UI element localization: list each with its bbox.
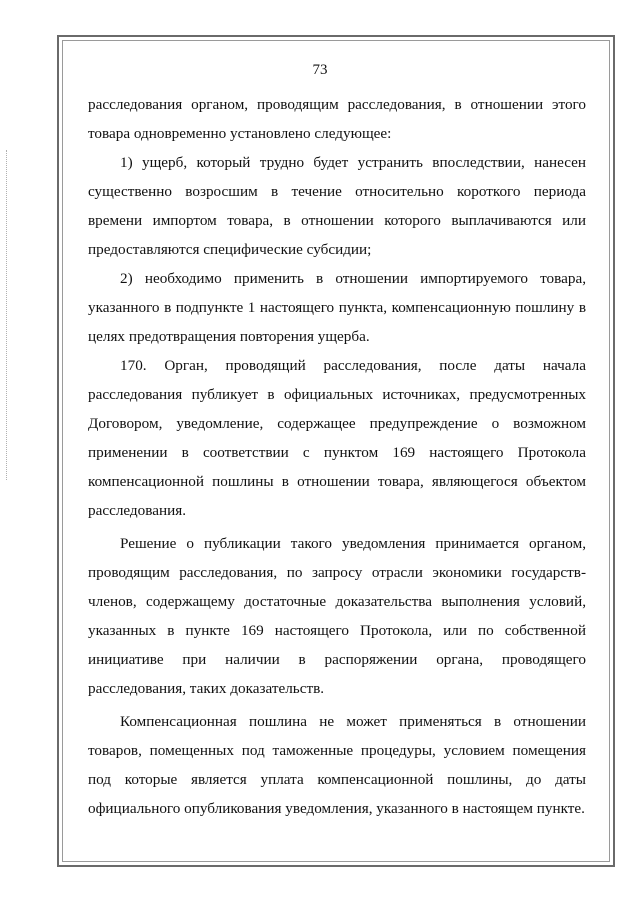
page-number: 73 <box>312 62 328 78</box>
paragraph-decision: Решение о публикации такого уведомления принимается органом, проводящим расследования, по запросу отрасли экономики государств-членов, содержащему достаточные доказательства выполнения условий, указанных в пункте 169 настоящего Протокола, или по собственной инициативе при наличии в распоряжении органа, проводящего расследования, таких доказательств. <box>88 535 586 697</box>
paragraph-clause-170: 170. Орган, проводящий расследования, после даты начала расследования публикует в официальных источниках, предусмотренных Договором, уведомление, содержащее предупреждение о возможном применении в соответствии с пунктом 169 настоящего Протокола компенсационной пошлины в отношении товара, являющегося объектом расследования. <box>88 357 586 519</box>
scan-edge-mark <box>6 150 8 480</box>
document-body <box>88 90 586 823</box>
paragraph-duty-restriction: Компенсационная пошлина не может применяться в отношении товаров, помещенных под таможенные процедуры, условием помещения под которые является уплата компенсационной пошлины, до даты официального опубликования уведомления, указанного в настоящем пункте. <box>88 713 586 817</box>
paragraph-item-2: 2) необходимо применить в отношении импортируемого товара, указанного в подпункте 1 настоящего пункта, компенсационную пошлину в целях предотвращения повторения ущерба. <box>88 270 586 345</box>
paragraph-item-1: 1) ущерб, который трудно будет устранить впоследствии, нанесен существенно возросшим в течение относительно короткого периода времени импортом товара, в отношении которого выплачиваются или предоставляются специфические субсидии; <box>88 154 586 258</box>
paragraph-continuation: расследования органом, проводящим расследования, в отношении этого товара одновременно установлено следующее: <box>88 96 586 142</box>
